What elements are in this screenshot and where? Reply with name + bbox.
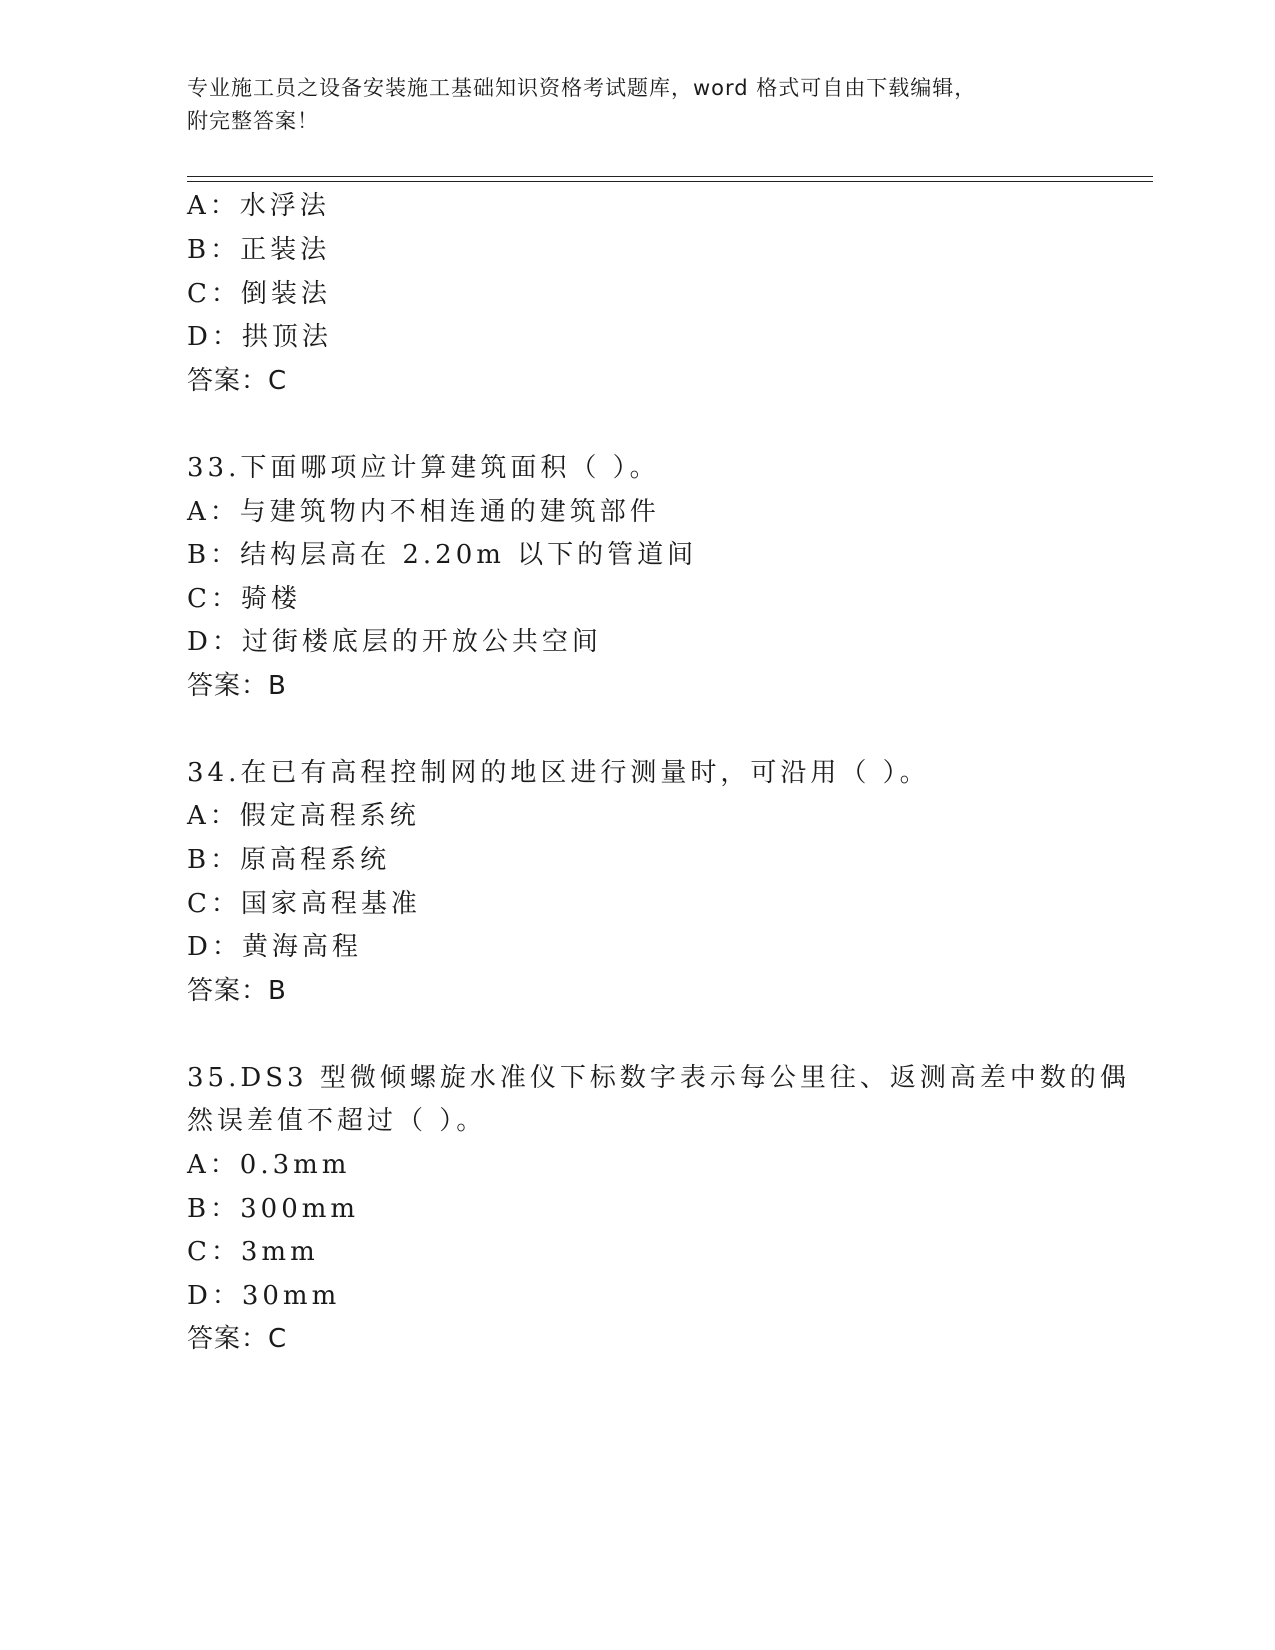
q35-option-d: D：30mm	[187, 1281, 341, 1311]
header-divider-bottom	[187, 181, 1153, 182]
q33-option-c: C：骑楼	[187, 584, 301, 614]
q34-option-b: B：原高程系统	[187, 845, 391, 875]
q35-option-c: C：3mm	[187, 1237, 319, 1267]
q33-answer: 答案：B	[187, 671, 287, 701]
q32-option-c: C：倒装法	[187, 279, 331, 309]
q35-answer: 答案：C	[187, 1324, 288, 1354]
q34-option-c: C：国家高程基准	[187, 889, 421, 919]
q33-option-a: A：与建筑物内不相连通的建筑部件	[187, 497, 660, 527]
q35-option-a: A：0.3mm	[187, 1150, 351, 1180]
document-header	[187, 72, 1057, 138]
q35-option-b: B：300mm	[187, 1194, 360, 1224]
q34-option-a: A：假定高程系统	[187, 801, 420, 831]
header-line-2: 附完整答案！	[187, 109, 319, 133]
q33-stem: 33.下面哪项应计算建筑面积（ ）。	[187, 453, 660, 483]
q33-option-b: B：结构层高在 2.20m 以下的管道间	[187, 540, 698, 570]
q35-stem-line-1: 35.DS3 型微倾螺旋水准仪下标数字表示每公里往、返测高差中数的偶	[187, 1063, 1130, 1093]
q32-option-a: A：水浮法	[187, 191, 330, 221]
q32-option-d: D：拱顶法	[187, 322, 332, 352]
q34-answer: 答案：B	[187, 976, 287, 1006]
q34-option-d: D：黄海高程	[187, 932, 362, 962]
q33-option-d: D：过街楼底层的开放公共空间	[187, 627, 602, 657]
q32-answer: 答案：C	[187, 366, 288, 396]
q34-stem: 34.在已有高程控制网的地区进行测量时，可沿用（ ）。	[187, 758, 930, 788]
header-divider-top	[187, 176, 1153, 177]
q32-option-b: B：正装法	[187, 235, 331, 265]
header-line-1: 专业施工员之设备安装施工基础知识资格考试题库，word 格式可自由下载编辑，	[187, 76, 977, 100]
q35-stem-line-2: 然误差值不超过（ ）。	[187, 1106, 487, 1136]
